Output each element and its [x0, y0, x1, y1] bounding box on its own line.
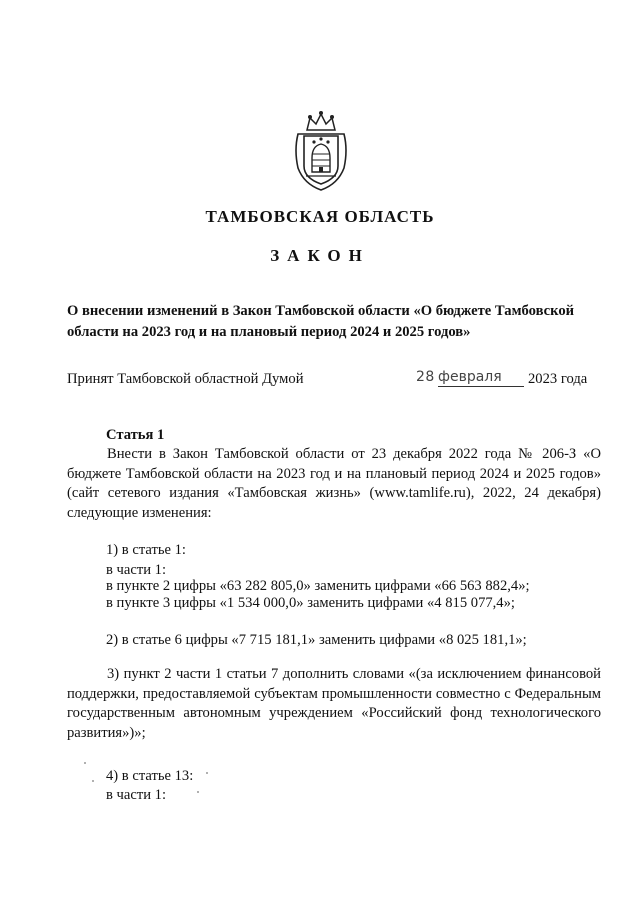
item-1-part: в части 1: — [106, 562, 167, 578]
item-1-point-3: в пункте 3 цифры «1 534 000,0» заменить цифрами «4 815 077,4»; — [106, 595, 515, 611]
article-intro-text: Внести в Закон Тамбовской области от 23 декабря 2022 года № 206-З «О бюджете Тамбовской области на 2023 год и на плановый период 2024 и 2025 годов» (сайт сетевого издания «Тамбовская жизнь» (www.tamlife.ru), 2022, 24 декабря) следующие изменения: — [67, 446, 601, 521]
tambov-coat-of-arms-icon — [290, 110, 352, 192]
item-4-heading: 4) в статье 13: — [106, 768, 194, 784]
item-2: 2) в статье 6 цифры «7 715 181,1» заменить цифрами «8 025 181,1»; — [106, 632, 527, 648]
item-3-paragraph — [67, 665, 601, 743]
scan-speck — [197, 791, 199, 793]
article-intro-paragraph — [67, 445, 601, 523]
region-heading: ТАМБОВСКАЯ ОБЛАСТЬ — [205, 207, 435, 226]
item-1-point-2: в пункте 2 цифры «63 282 805,0» заменить цифрами «66 563 882,4»; — [106, 578, 530, 594]
date-underline — [438, 386, 524, 387]
scan-speck — [92, 780, 94, 782]
scan-speck — [84, 762, 86, 764]
article-heading: Статья 1 — [106, 427, 165, 443]
item-1-heading: 1) в статье 1: — [106, 542, 186, 558]
item-3-text: 3) пункт 2 части 1 статьи 7 дополнить словами «(за исключением финансовой поддержки, предоставляемой субъектам промышленности совместно с Федеральным государственным автономным учреждением «Российский фонд технологического развития»)»; — [67, 666, 601, 741]
adoption-text: Принят Тамбовской областной Думой — [67, 371, 304, 387]
adoption-year: 2023 года — [528, 371, 588, 387]
law-title: О внесении изменений в Закон Тамбовской области «О бюджете Тамбовской области на 2023 год и на плановый период 2024 и 2025 годов» — [67, 303, 575, 340]
adoption-day: 28 — [416, 369, 435, 385]
adoption-month: февраля — [438, 369, 502, 385]
document-type-heading: ЗАКОН — [270, 246, 370, 265]
item-4-part: в части 1: — [106, 787, 167, 803]
scan-speck — [206, 772, 208, 774]
